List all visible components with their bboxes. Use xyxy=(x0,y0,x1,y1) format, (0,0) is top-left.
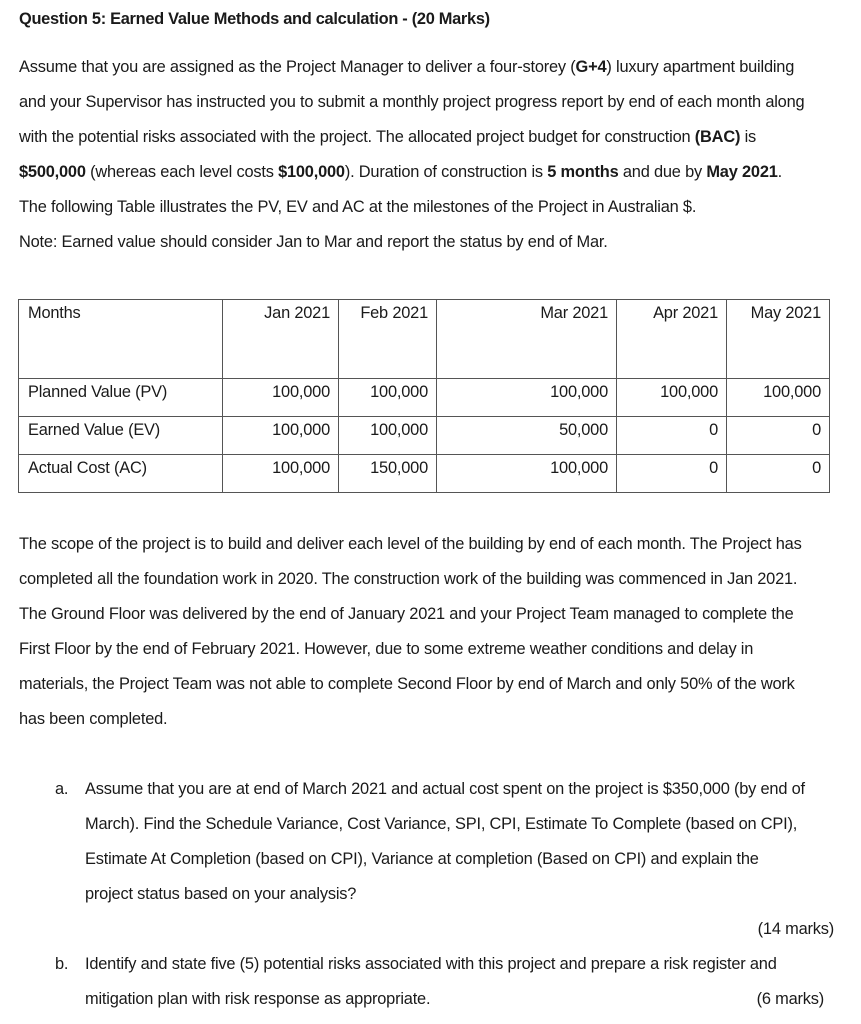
header-month-cell: Apr 2021 xyxy=(617,300,727,379)
scope-line: First Floor by the end of February 2021. However, due to some extreme weather conditions and delay in xyxy=(19,640,754,658)
value-cell: 0 xyxy=(617,455,727,493)
header-label-cell: Months xyxy=(19,300,223,379)
question-line: project status based on your analysis? xyxy=(85,885,357,903)
due-date: May 2021 xyxy=(706,163,778,181)
intro-line xyxy=(19,50,849,85)
intro-line: Note: Earned value should consider Jan to Mar and report the status by end of Mar. xyxy=(19,233,608,251)
value-cell: 100,000 xyxy=(223,379,339,417)
row-label-cell: Earned Value (EV) xyxy=(19,417,223,455)
intro-line xyxy=(19,155,849,190)
intro-line xyxy=(19,120,849,155)
question-line: Identify and state five (5) potential risks associated with this project and prepare a risk register and xyxy=(85,955,777,973)
question-letter: b. xyxy=(55,955,69,973)
question-line: Estimate At Completion (based on CPI), Variance at completion (Based on CPI) and explain the xyxy=(85,850,759,868)
header-month-cell: Jan 2021 xyxy=(223,300,339,379)
question-list xyxy=(0,772,861,1017)
scope-line: materials, the Project Team was not able to complete Second Floor by end of March and only 50% of the work xyxy=(19,675,795,693)
question-a-marks: (14 marks) xyxy=(757,920,834,938)
scope-line: has been completed. xyxy=(19,710,168,728)
intro-line: The following Table illustrates the PV, EV and AC at the milestones of the Project in Australian $. xyxy=(19,198,697,216)
building-type: G+4 xyxy=(575,58,607,76)
intro-line: and your Supervisor has instructed you to submit a monthly project progress report by end of each month along xyxy=(19,93,805,111)
level-cost: $100,000 xyxy=(278,163,345,181)
scope-line: The scope of the project is to build and deliver each level of the building by end of each month. The Project has xyxy=(19,535,802,553)
question-line: Assume that you are at end of March 2021 and actual cost spent on the project is $350,000 (by end of xyxy=(85,780,805,798)
value-cell: 100,000 xyxy=(617,379,727,417)
table-row xyxy=(19,379,830,417)
value-cell: 100,000 xyxy=(437,379,617,417)
text: and due by xyxy=(618,163,707,181)
value-cell: 0 xyxy=(727,417,830,455)
question-b-marks: (6 marks) xyxy=(756,990,824,1008)
value-cell: 100,000 xyxy=(437,455,617,493)
row-label-cell: Planned Value (PV) xyxy=(19,379,223,417)
table-row xyxy=(19,417,830,455)
budget-value: $500,000 xyxy=(19,163,86,181)
table-row xyxy=(19,455,830,493)
value-cell: 0 xyxy=(727,455,830,493)
value-cell: 0 xyxy=(617,417,727,455)
question-marks-line xyxy=(85,912,861,947)
question-line xyxy=(85,982,861,1017)
text: . xyxy=(777,163,783,181)
text: mitigation plan with risk response as appropriate. xyxy=(85,990,431,1008)
value-cell: 150,000 xyxy=(339,455,437,493)
question-letter: a. xyxy=(55,780,69,798)
value-cell: 100,000 xyxy=(339,417,437,455)
intro-paragraph xyxy=(19,50,849,260)
header-month-cell: Mar 2021 xyxy=(437,300,617,379)
bac-label: (BAC) xyxy=(694,128,741,146)
value-cell: 50,000 xyxy=(437,417,617,455)
question-title: Question 5: Earned Value Methods and calculation - (20 Marks) xyxy=(19,10,490,28)
value-cell: 100,000 xyxy=(339,379,437,417)
value-cell: 100,000 xyxy=(223,455,339,493)
text: ). Duration of construction is xyxy=(344,163,548,181)
earned-value-table xyxy=(18,299,830,493)
text: (whereas each level costs xyxy=(85,163,279,181)
question-b xyxy=(0,947,861,1017)
scope-line: The Ground Floor was delivered by the end of January 2021 and your Project Team managed to complete the xyxy=(19,605,794,623)
value-cell: 100,000 xyxy=(223,417,339,455)
row-label-cell: Actual Cost (AC) xyxy=(19,455,223,493)
question-a xyxy=(0,772,861,947)
text: with the potential risks associated with the project. The allocated project budget for construction xyxy=(19,128,695,146)
question-line: March). Find the Schedule Variance, Cost Variance, SPI, CPI, Estimate To Complete (based on CPI), xyxy=(85,815,798,833)
scope-line: completed all the foundation work in 2020. The construction work of the building was commenced in Jan 2021. xyxy=(19,570,798,588)
duration: 5 months xyxy=(547,163,619,181)
value-cell: 100,000 xyxy=(727,379,830,417)
table-header-row xyxy=(19,300,830,379)
header-month-cell: May 2021 xyxy=(727,300,830,379)
text: Assume that you are assigned as the Project Manager to deliver a four-storey ( xyxy=(19,58,576,76)
text: ) luxury apartment building xyxy=(606,58,795,76)
header-month-cell: Feb 2021 xyxy=(339,300,437,379)
text: is xyxy=(740,128,757,146)
scope-paragraph xyxy=(19,527,849,737)
